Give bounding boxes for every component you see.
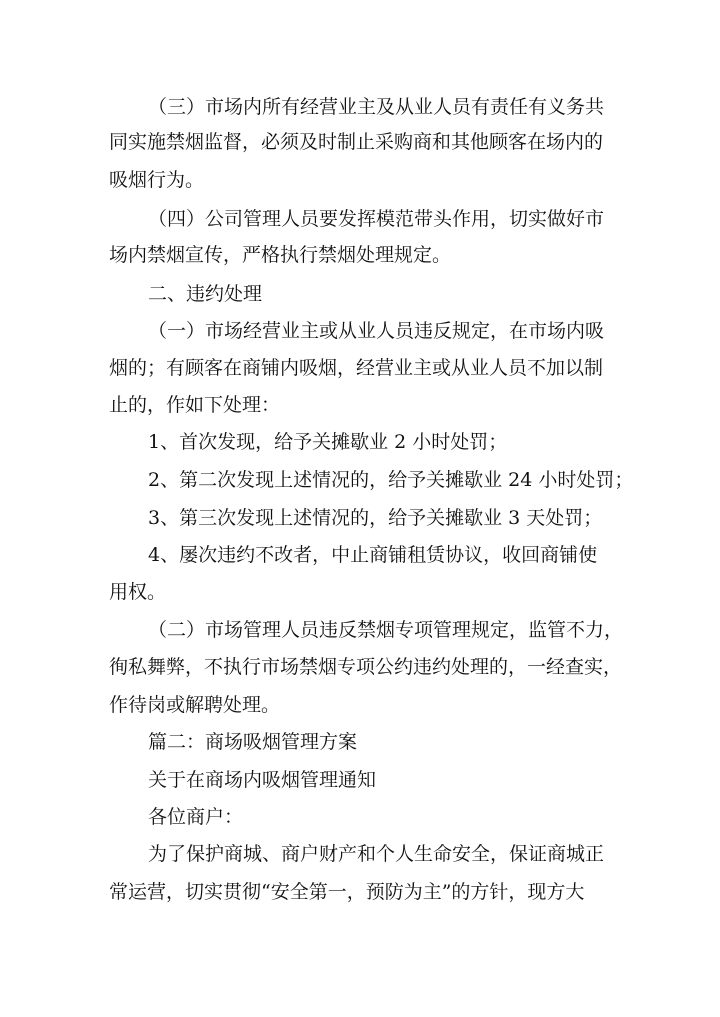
text-line: 用权。 bbox=[109, 581, 167, 603]
text-line: 徇私舞弊，不执行市场禁烟专项公约违约处理的，一经查实， bbox=[109, 656, 623, 678]
salutation: 各位商户： bbox=[148, 806, 244, 828]
text-line: （一）市场经营业主或从业人员违反规定，在市场内吸 bbox=[148, 320, 605, 342]
text-line: （四）公司管理人员要发挥模范带头作用，切实做好市 bbox=[148, 208, 605, 230]
list-item: 2、第二次发现上述情况的，给予关摊歇业 24 小时处罚； bbox=[148, 469, 634, 491]
section-heading: 二、违约处理 bbox=[148, 283, 263, 305]
text-line: 同实施禁烟监督，必须及时制止采购商和其他顾客在场内的 bbox=[109, 131, 604, 153]
section-heading: 篇二：商场吸烟管理方案 bbox=[148, 731, 358, 753]
list-item: 4、屡次违约不改者，中止商铺租赁协议，收回商铺使 bbox=[148, 544, 598, 566]
text-line: 作待岗或解聘处理。 bbox=[109, 694, 281, 716]
text-line: （三）市场内所有经营业主及从业人员有责任有义务共 bbox=[148, 96, 605, 118]
text-line: 场内禁烟宣传，严格执行禁烟处理规定。 bbox=[109, 244, 452, 266]
text-line: 止的，作如下处理： bbox=[109, 394, 281, 416]
list-item: 1、首次发现，给予关摊歇业 2 小时处罚； bbox=[148, 431, 508, 453]
notice-title: 关于在商场内吸烟管理通知 bbox=[148, 769, 377, 791]
list-item: 3、第三次发现上述情况的，给予关摊歇业 3 天处罚； bbox=[148, 507, 603, 529]
text-line: （二）市场管理人员违反禁烟专项管理规定，监管不力， bbox=[148, 619, 624, 641]
text-line: 吸烟行为。 bbox=[109, 169, 205, 191]
text-line: 烟的；有顾客在商铺内吸烟，经营业主或从业人员不加以制 bbox=[109, 357, 604, 379]
text-line: 常运营，切实贯彻“安全第一，预防为主”的方针，现方大 bbox=[109, 881, 585, 903]
text-line: 为了保护商城、商户财产和个人生命安全，保证商城正 bbox=[148, 843, 605, 865]
